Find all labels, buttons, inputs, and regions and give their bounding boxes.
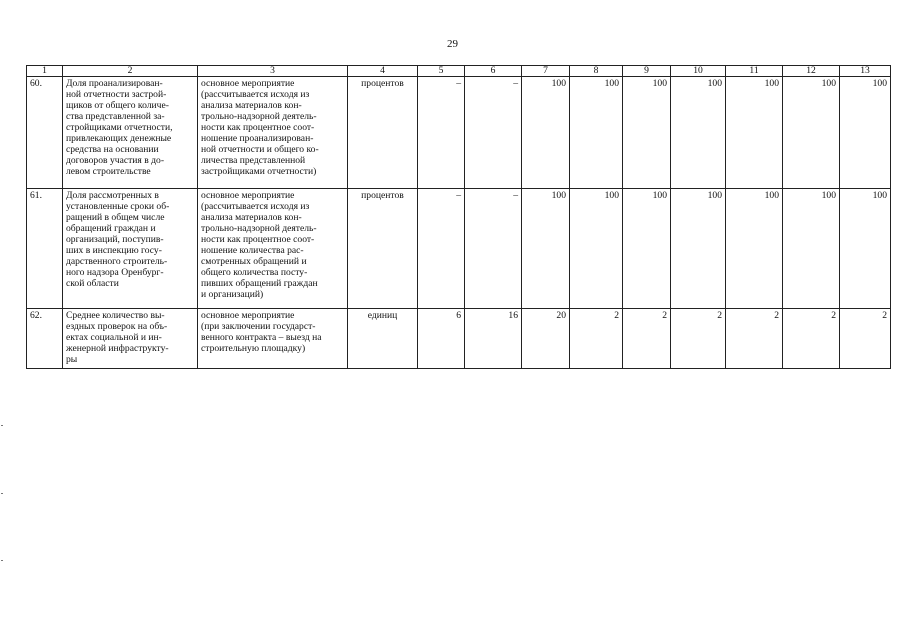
value-cell: 6 xyxy=(418,309,465,369)
margin-mark xyxy=(1,560,3,561)
measure-cell-line: (рассчитывается исходя из xyxy=(201,201,310,212)
table-row xyxy=(27,189,891,309)
measure-cell-line: застройщиками отчетности) xyxy=(201,166,317,177)
margin-mark xyxy=(1,425,3,426)
indicator-cell xyxy=(63,309,198,369)
value-cell: 2 xyxy=(570,309,623,369)
column-header: 4 xyxy=(348,66,418,77)
value-cell: 100 xyxy=(570,77,623,189)
value-cell: 100 xyxy=(570,189,623,309)
indicator-cell-line: средства на основании xyxy=(66,144,159,155)
indicator-cell-line: левом строительстве xyxy=(66,166,151,177)
measure-cell-line: основное мероприятие xyxy=(201,190,295,201)
column-header: 13 xyxy=(840,66,891,77)
value-cell: – xyxy=(465,189,522,309)
indicator-cell-line: обращений граждан и xyxy=(66,223,156,234)
value-cell: 100 xyxy=(522,189,570,309)
measure-cell-line: смотренных обращений и xyxy=(201,256,307,267)
indicator-cell-line: дарственного строитель- xyxy=(66,256,168,267)
measure-cell-line: общего количества посту- xyxy=(201,267,308,278)
measure-cell-line: личества представленной xyxy=(201,155,306,166)
indicator-cell xyxy=(63,77,198,189)
measure-cell-line: (при заключении государст- xyxy=(201,321,316,332)
indicator-cell-line: Доля проанализирован- xyxy=(66,78,163,89)
column-header: 2 xyxy=(63,66,198,77)
measure-cell-line: основное мероприятие xyxy=(201,78,295,89)
measure-cell-line: строительную площадку) xyxy=(201,343,306,354)
measure-cell-line: основное мероприятие xyxy=(201,310,295,321)
value-cell: 2 xyxy=(726,309,783,369)
measure-cell-line: венного контракта – выезд на xyxy=(201,332,322,343)
measure-cell-line: и организаций) xyxy=(201,289,264,300)
column-header: 12 xyxy=(783,66,840,77)
indicator-cell-line: Доля рассмотренных в xyxy=(66,190,159,201)
table-row xyxy=(27,309,891,369)
column-header: 5 xyxy=(418,66,465,77)
value-cell: – xyxy=(465,77,522,189)
unit-cell: единиц xyxy=(348,309,418,369)
unit-cell: процентов xyxy=(348,77,418,189)
measure-cell xyxy=(198,189,348,309)
measure-cell-line: трольно-надзорной деятель- xyxy=(201,223,317,234)
value-cell: 100 xyxy=(840,189,891,309)
value-cell: 16 xyxy=(465,309,522,369)
indicator-cell-line: ры xyxy=(66,354,78,365)
column-header: 1 xyxy=(27,66,63,77)
indicator-cell-line: ращений в общем числе xyxy=(66,212,165,223)
value-cell: 100 xyxy=(623,77,671,189)
value-cell: 100 xyxy=(726,77,783,189)
measure-cell-line: ности как процентное соот- xyxy=(201,122,315,133)
indicator-cell-line: привлекающих денежные xyxy=(66,133,172,144)
measure-cell-line: ношение количества рас- xyxy=(201,245,304,256)
header-row xyxy=(27,66,891,77)
value-cell: 100 xyxy=(783,77,840,189)
indicator-cell-line: ших в инспекцию госу- xyxy=(66,245,162,256)
measure-cell-line: ности как процентное соот- xyxy=(201,234,315,245)
indicator-cell-line: женерной инфраструкту- xyxy=(66,343,169,354)
value-cell: 2 xyxy=(623,309,671,369)
row-number-cell: 61. xyxy=(27,189,63,309)
column-header: 9 xyxy=(623,66,671,77)
unit-cell: процентов xyxy=(348,189,418,309)
indicator-cell-line: ного надзора Оренбург- xyxy=(66,267,164,278)
measure-cell-line: ношение проанализирован- xyxy=(201,133,314,144)
row-number-cell: 60. xyxy=(27,77,63,189)
indicator-cell-line: стройщиками отчетности, xyxy=(66,122,173,133)
value-cell: 100 xyxy=(623,189,671,309)
page-number: 29 xyxy=(447,38,458,50)
indicator-cell-line: ектах социальной и ин- xyxy=(66,332,162,343)
column-header: 11 xyxy=(726,66,783,77)
measure-cell-line: пивших обращений граждан xyxy=(201,278,318,289)
indicator-cell-line: ской области xyxy=(66,278,119,289)
row-number-cell: 62. xyxy=(27,309,63,369)
value-cell: 2 xyxy=(840,309,891,369)
value-cell: 100 xyxy=(671,189,726,309)
value-cell: 100 xyxy=(840,77,891,189)
measure-cell-line: анализа материалов кон- xyxy=(201,212,302,223)
indicator-cell-line: договоров участия в до- xyxy=(66,155,165,166)
value-cell: 2 xyxy=(783,309,840,369)
value-cell: 2 xyxy=(671,309,726,369)
indicator-cell xyxy=(63,189,198,309)
margin-mark xyxy=(1,493,3,494)
value-cell: 100 xyxy=(671,77,726,189)
column-header: 6 xyxy=(465,66,522,77)
indicator-cell-line: установленные сроки об- xyxy=(66,201,170,212)
column-header: 3 xyxy=(198,66,348,77)
value-cell: 100 xyxy=(726,189,783,309)
indicator-cell-line: Среднее количество вы- xyxy=(66,310,165,321)
column-header: 10 xyxy=(671,66,726,77)
indicators-table xyxy=(26,65,891,369)
table-body xyxy=(27,66,891,369)
value-cell: – xyxy=(418,189,465,309)
indicator-cell-line: ной отчетности застрой- xyxy=(66,89,167,100)
indicator-cell-line: ездных проверок на объ- xyxy=(66,321,168,332)
indicator-cell-line: ства представленной за- xyxy=(66,111,165,122)
value-cell: – xyxy=(418,77,465,189)
value-cell: 20 xyxy=(522,309,570,369)
measure-cell-line: трольно-надзорной деятель- xyxy=(201,111,317,122)
measure-cell xyxy=(198,77,348,189)
indicator-cell-line: организаций, поступив- xyxy=(66,234,164,245)
measure-cell-line: (рассчитывается исходя из xyxy=(201,89,310,100)
column-header: 8 xyxy=(570,66,623,77)
value-cell: 100 xyxy=(783,189,840,309)
measure-cell-line: анализа материалов кон- xyxy=(201,100,302,111)
indicator-cell-line: щиков от общего количе- xyxy=(66,100,169,111)
table-row xyxy=(27,77,891,189)
value-cell: 100 xyxy=(522,77,570,189)
column-header: 7 xyxy=(522,66,570,77)
measure-cell xyxy=(198,309,348,369)
measure-cell-line: ной отчетности и общего ко- xyxy=(201,144,319,155)
